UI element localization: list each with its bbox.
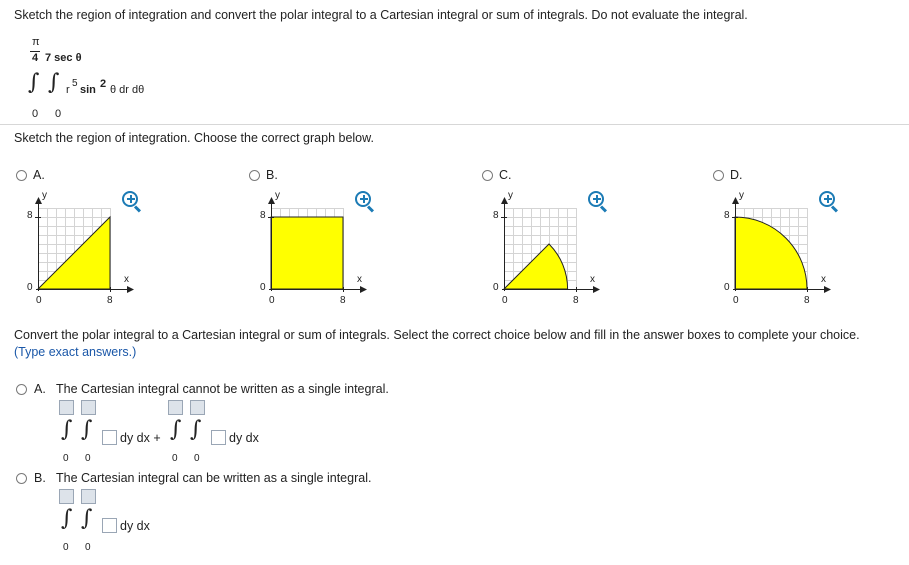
choice-b-letter: B. — [34, 471, 46, 485]
graph-a-plot — [14, 168, 154, 318]
section-divider — [0, 124, 909, 125]
choice-a-letter: A. — [34, 382, 46, 396]
graph-d-x-tick: 8 — [804, 295, 810, 306]
graph-c-x-label: x — [590, 274, 595, 285]
integrand-function: sin — [80, 84, 96, 96]
graph-b-region — [271, 217, 343, 289]
choice-a-int2-inner-lower: 0 — [194, 453, 200, 464]
outer-upper-limit-denominator: 4 — [32, 52, 39, 64]
graph-a-x-zero: 0 — [36, 295, 42, 306]
graph-b-x-arrow — [360, 286, 367, 293]
graph-option-c[interactable] — [480, 168, 620, 318]
graph-a-y-tick: 8 — [27, 210, 33, 221]
graph-option-a-letter: A. — [33, 168, 45, 182]
integral-sign: ∫ — [61, 417, 73, 442]
convert-prompt: Convert the polar integral to a Cartesian integral or sum of integrals. Select the correct choice below and fill in the answer boxes to complete your choice. — [14, 328, 860, 342]
choice-a-int1-inner-lower: 0 — [85, 453, 91, 464]
graph-b-x-label: x — [357, 274, 362, 285]
graph-b-x-zero: 0 — [269, 295, 275, 306]
sketch-prompt: Sketch the region of integration. Choose the correct graph below. — [14, 131, 374, 145]
inner-lower-limit: 0 — [55, 108, 62, 120]
integrand-rest: θ dr dθ — [110, 84, 145, 96]
graph-a-x-tick: 8 — [107, 295, 113, 306]
graph-d-x-label: x — [821, 274, 826, 285]
graph-b-plot — [247, 168, 387, 318]
outer-upper-limit-numerator: π — [32, 36, 40, 48]
integrand-function-exponent: 2 — [100, 78, 107, 90]
choice-b[interactable] — [14, 470, 434, 560]
graph-option-b[interactable] — [247, 168, 387, 318]
graph-c-y-arrow — [501, 197, 508, 204]
choice-a-int2-integrand[interactable] — [211, 430, 226, 445]
graph-d-region — [735, 217, 807, 289]
graph-option-b-letter: B. — [266, 168, 278, 182]
graph-b-y-tick: 8 — [260, 210, 266, 221]
graph-c-x-zero: 0 — [502, 295, 508, 306]
graph-option-c-letter: C. — [499, 168, 512, 182]
graph-d-y-label: y — [739, 190, 744, 201]
choice-a-int2-outer-upper[interactable] — [168, 400, 183, 415]
choice-b-outer-lower: 0 — [63, 542, 69, 553]
choice-a-int2-dydx: dy dx — [229, 431, 259, 445]
graph-option-a[interactable] — [14, 168, 154, 318]
choice-a-int2-inner-upper[interactable] — [190, 400, 205, 415]
choice-b-text: The Cartesian integral can be written as a single integral. — [56, 471, 372, 485]
outer-lower-limit: 0 — [32, 108, 39, 120]
choice-a-text: The Cartesian integral cannot be written as a single integral. — [56, 382, 389, 396]
convert-note: (Type exact answers.) — [14, 345, 137, 359]
choice-a-int1-dydx: dy dx + — [120, 431, 161, 445]
graph-b-x-tick: 8 — [340, 295, 346, 306]
choice-a-int2-outer-lower: 0 — [172, 453, 178, 464]
graph-b-y-zero: 0 — [260, 282, 266, 293]
choice-a-int1-outer-upper[interactable] — [59, 400, 74, 415]
graph-c-y-tick: 8 — [493, 210, 499, 221]
graph-d-y-arrow — [732, 197, 739, 204]
graph-d-plot — [711, 168, 851, 318]
integral-sign: ∫ — [81, 417, 93, 442]
graph-d-x-zero: 0 — [733, 295, 739, 306]
graph-a-x-label: x — [124, 274, 129, 285]
graph-option-d-letter: D. — [730, 168, 743, 182]
choice-b-outer-upper[interactable] — [59, 489, 74, 504]
graph-b-y-arrow — [268, 197, 275, 204]
choice-a[interactable] — [14, 381, 434, 465]
graph-c-y-label: y — [508, 190, 513, 201]
choice-b-integrand[interactable] — [102, 518, 117, 533]
instruction-text: Sketch the region of integration and convert the polar integral to a Cartesian integral or sum of integrals. Do not evaluate the integral. — [14, 8, 748, 22]
integrand-base: r — [66, 84, 70, 96]
graph-d-y-zero: 0 — [724, 282, 730, 293]
graph-d-y-tick: 8 — [724, 210, 730, 221]
integral-sign: ∫ — [190, 417, 202, 442]
graph-a-x-arrow — [127, 286, 134, 293]
graph-b-y-label: y — [275, 190, 280, 201]
integrand-exponent: 5 — [72, 78, 78, 89]
graph-option-d[interactable] — [711, 168, 851, 318]
choice-b-dydx: dy dx — [120, 519, 150, 533]
graph-c-x-arrow — [593, 286, 600, 293]
choice-a-int1-inner-upper[interactable] — [81, 400, 96, 415]
choice-b-radio[interactable] — [16, 473, 27, 484]
graph-a-y-arrow — [35, 197, 42, 204]
integral-sign: ∫ — [170, 417, 182, 442]
integral-sign: ∫ — [61, 506, 73, 531]
graph-c-y-zero: 0 — [493, 282, 499, 293]
graph-d-x-arrow — [824, 286, 831, 293]
choice-b-inner-upper[interactable] — [81, 489, 96, 504]
polar-integral — [26, 36, 226, 122]
choice-b-inner-lower: 0 — [85, 542, 91, 553]
choice-a-int1-integrand[interactable] — [102, 430, 117, 445]
integral-sign: ∫ — [81, 506, 93, 531]
outer-integral-sign: ∫ — [28, 70, 40, 95]
graph-a-y-zero: 0 — [27, 282, 33, 293]
choice-a-int1-outer-lower: 0 — [63, 453, 69, 464]
inner-integral-sign: ∫ — [48, 70, 60, 95]
choice-a-radio[interactable] — [16, 384, 27, 395]
graph-a-y-label: y — [42, 190, 47, 201]
graph-c-x-tick: 8 — [573, 295, 579, 306]
graph-c-plot — [480, 168, 620, 318]
inner-upper-limit: 7 sec θ — [45, 52, 82, 64]
